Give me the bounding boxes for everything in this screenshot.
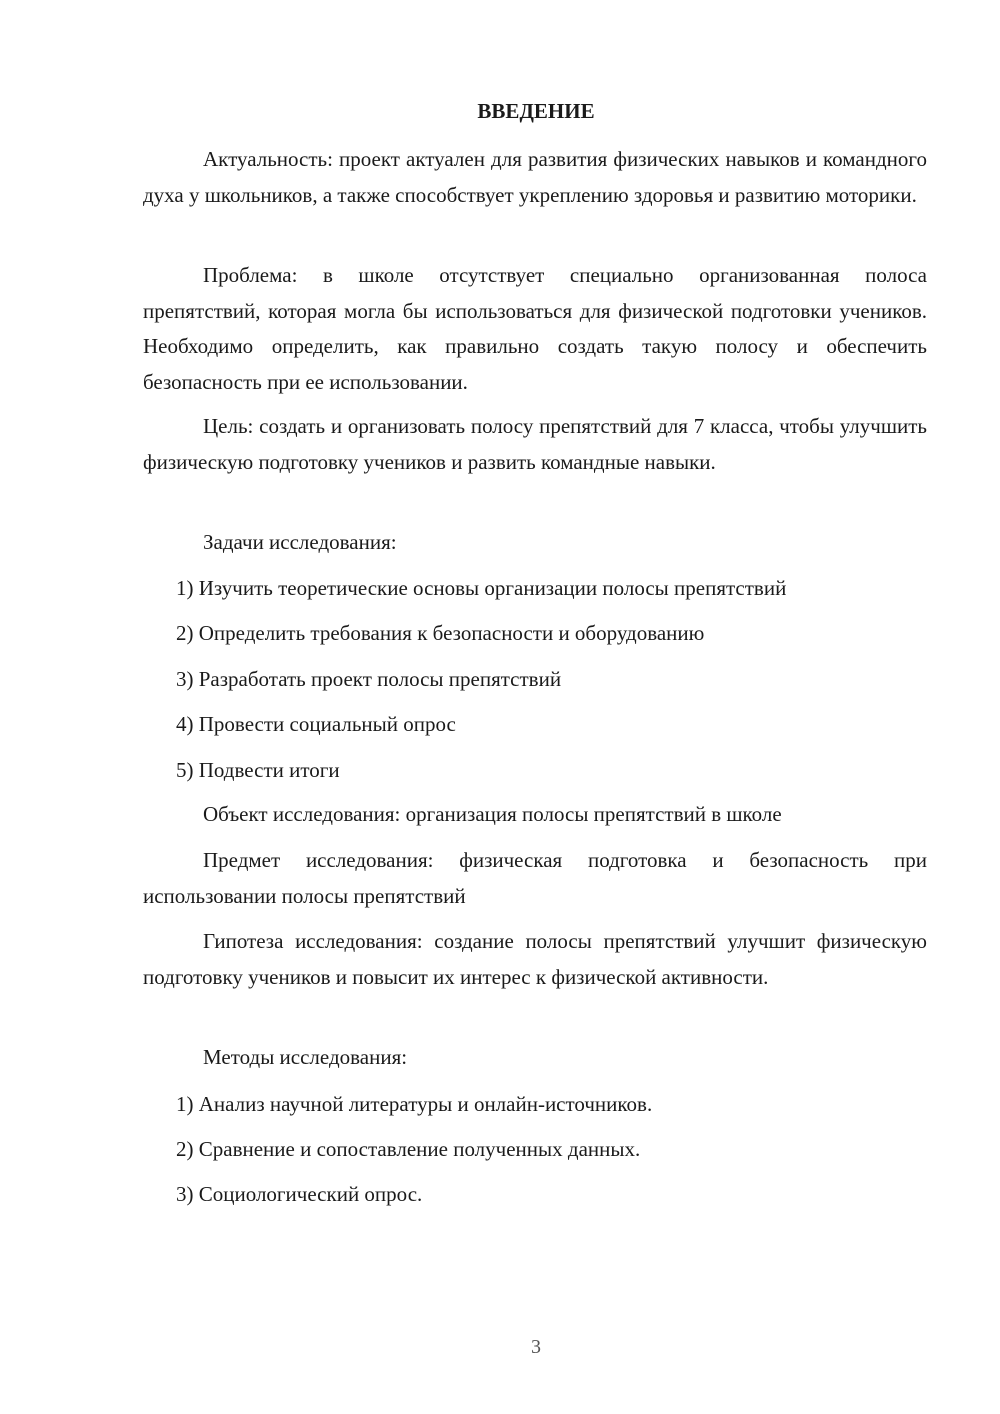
task-item-1: 1) Изучить теоретические основы организации полосы препятствий [176, 576, 787, 600]
task-item-2: 2) Определить требования к безопасности и оборудованию [176, 621, 705, 645]
section-title: ВВЕДЕНИЕ [477, 99, 595, 123]
object-paragraph: Объект исследования: организация полосы препятствий в школе [203, 802, 782, 826]
hypothesis-paragraph: Гипотеза исследования: создание полосы препятствий улучшит физическую подготовку учеников и повысит их интерес к физической активности. [143, 929, 927, 989]
tasks-heading: Задачи исследования: [203, 530, 397, 554]
method-item-1: 1) Анализ научной литературы и онлайн-источников. [176, 1092, 653, 1116]
task-item-4: 4) Провести социальный опрос [176, 712, 456, 736]
methods-heading: Методы исследования: [203, 1045, 408, 1069]
page-number: 3 [531, 1336, 541, 1358]
method-item-3: 3) Социологический опрос. [176, 1182, 423, 1206]
relevance-paragraph: Актуальность: проект актуален для развития физических навыков и командного духа у школьников, а также способствует укреплению здоровья и развитию моторики. [143, 147, 927, 207]
method-item-2: 2) Сравнение и сопоставление полученных данных. [176, 1137, 641, 1161]
subject-paragraph: Предмет исследования: физическая подготовка и безопасность при использовании полосы препятствий [143, 848, 927, 908]
problem-paragraph: Проблема: в школе отсутствует специально организованная полоса препятствий, которая могла бы использоваться для физической подготовки учеников. Необходимо определить, как правильно создать такую полосу и обеспечить безопасность при ее использовании. [143, 263, 927, 394]
task-item-3: 3) Разработать проект полосы препятствий [176, 667, 562, 691]
goal-paragraph: Цель: создать и организовать полосу препятствий для 7 класса, чтобы улучшить физическую подготовку учеников и развить командные навыки. [143, 414, 927, 474]
task-item-5: 5) Подвести итоги [176, 758, 340, 782]
